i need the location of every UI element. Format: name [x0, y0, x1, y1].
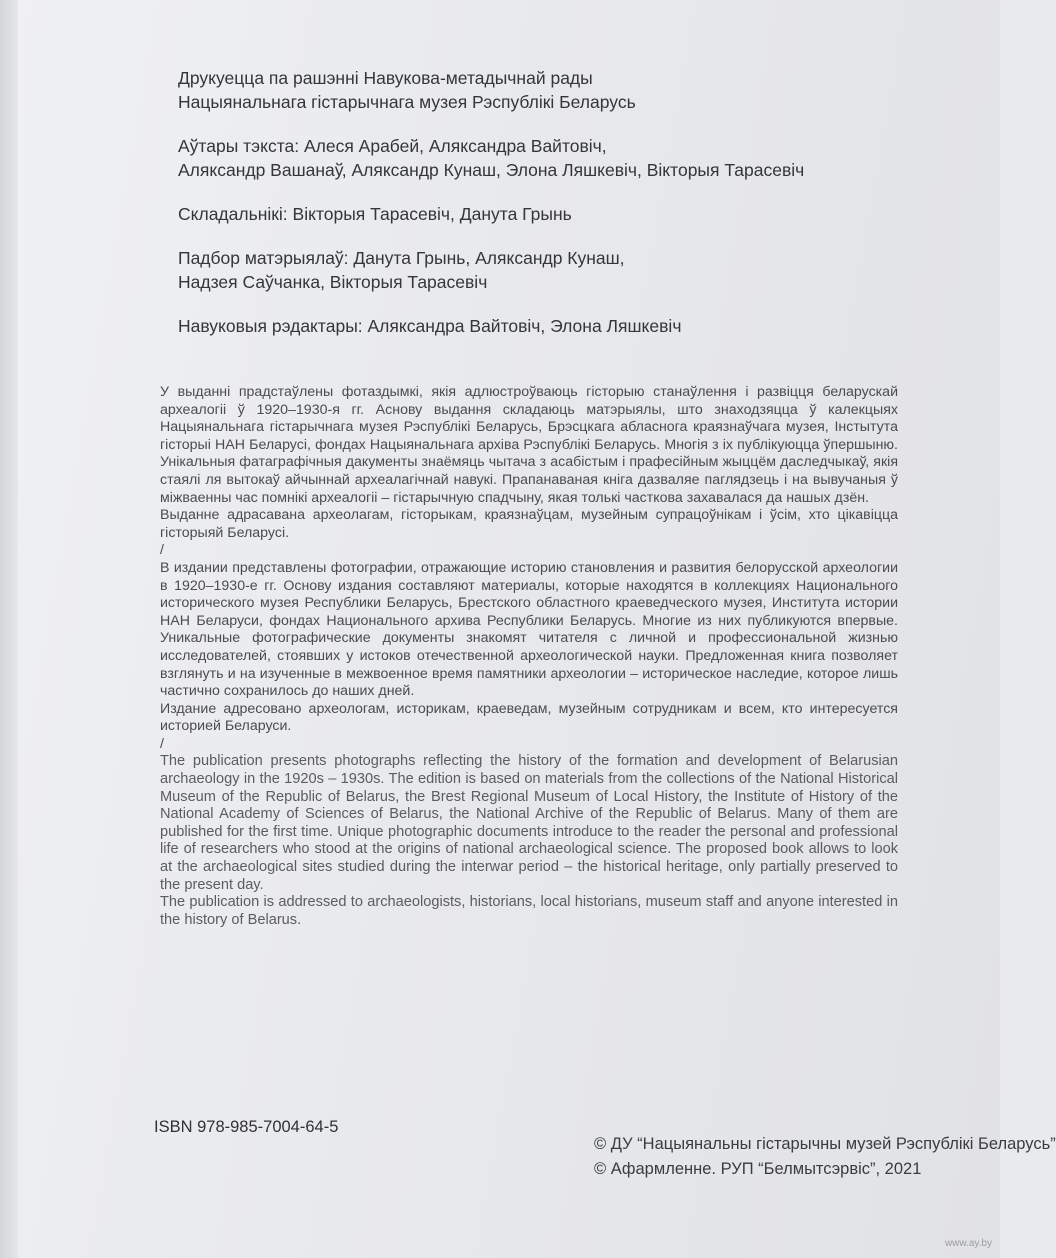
editors-line-1: Навуковыя рэдактары: Аляксандра Вайтовіч, Элона Ляшкевіч	[178, 316, 682, 336]
credits-section	[178, 66, 938, 358]
authors-block	[178, 134, 938, 182]
page-edge	[0, 0, 18, 1258]
editors-block	[178, 314, 938, 338]
annotation-ru-audience: Издание адресовано археологам, историкам, краеведам, музейным сотрудникам и всем, кто интересуется историей Беларуси.	[160, 700, 898, 735]
authors-line-2: Аляксандр Вашанаў, Аляксандр Кунаш, Элона Ляшкевіч, Вікторыя Тарасевіч	[178, 160, 805, 180]
annotation-be-main: У выданні прадстаўлены фотаздымкі, якія адлюстроўваюць гісторыю станаўлення і развіцця беларускай археалогіі ў 1920–1930-я гг. Аснову выдання складаюць матэрыялы, што знаходзяцца ў калекцыях Нацыянальнага гістарычнага музея Рэспублікі Беларусь, Брэсцкага абласнога краязнаўчага музея, Інстытута гісторыі НАН Беларусі, фондах Нацыянальнага архіва Рэспублікі Беларусь. Многія з іх публікуюцца ўпершыню. Унікальныя фатаграфічныя дакументы знаёмяць чытача з асабістым і прафесійным жыццём даследчыкаў, якія стаялі ля вытокаў айчыннай археалагічнай навукі. Прапанаваная кніга дазваляе паглядзець і на вывучаныя ў міжваенны час помнікі археалогіі – гістарычную спадчыну, якая толькі часткова захавалася да нашых дзён.	[160, 384, 898, 506]
materials-block	[178, 246, 938, 294]
materials-line-2: Надзея Саўчанка, Вікторыя Тарасевіч	[178, 272, 488, 292]
annotation-be-audience: Выданне адрасавана археолагам, гісторыкам, краязнаўцам, музейным супрацоўнікам і ўсім, хто цікавіцца гісторыяй Беларусі.	[160, 507, 898, 541]
compilers-block	[178, 202, 938, 226]
language-separator: /	[160, 542, 164, 559]
annotation-ru-main: В издании представлены фотографии, отражающие историю становления и развития белорусской археологии в 1920–1930-е гг. Основу издания составляют материалы, которые находятся в коллекциях Национального исторического музея Республики Беларусь, Брестского областного краеведческого музея, Института истории НАН Беларуси, фондах Национального архива Республики Беларусь. Многие из них публикуются впервые. Уникальные фотографические документы знакомят читателя с личной и профессиональной жизнью исследователей, стоявших у истоков отечественной археологической науки. Предложенная книга позволяет взглянуть и на изученные в межвоенное время памятники археологии – историческое наследие, которое лишь частично сохранилось до наших дней.	[160, 559, 898, 700]
language-separator: /	[160, 735, 164, 752]
annotation-en-main: The publication presents photographs reflecting the history of the formation and development of Belarusian archaeology in the 1920s – 1930s. The edition is based on materials from the collections of the National Historical Museum of the Republic of Belarus, the Brest Regional Museum of Local History, the Institute of History of the National Academy of Sciences of Belarus, the National Archive of the Republic of Belarus. Many of them are published for the first time. Unique photographic documents introduce to the reader the personal and professional life of researchers who stood at the origins of national archaeological science. The proposed book allows to look at the archaeological sites studied during the interwar period – the historical heritage, only partially preserved to the present day.	[160, 753, 898, 893]
materials-line-1: Падбор матэрыялаў: Данута Грынь, Аляксандр Кунаш,	[178, 248, 625, 268]
annotation-en-audience: The publication is addressed to archaeologists, historians, local historians, museum staff and anyone interested in the history of Belarus.	[160, 894, 898, 928]
watermark: www.ay.by	[944, 1238, 992, 1249]
approval-block	[178, 66, 938, 114]
isbn: ISBN 978-985-7004-64-5	[154, 1118, 339, 1136]
copyright-block	[594, 1132, 1056, 1182]
annotation-section	[160, 384, 898, 929]
approval-line-2: Нацыянальнага гістарычнага музея Рэспублікі Беларусь	[178, 92, 636, 112]
authors-line-1: Аўтары тэкста: Алеся Арабей, Аляксандра Вайтовіч,	[178, 136, 607, 156]
copyright-design: © Афармленне. РУП “Белмытсэрвіс”, 2021	[594, 1160, 922, 1178]
copyright-museum: © ДУ “Нацыянальны гістарычны музей Рэспублікі Беларусь”	[594, 1135, 1056, 1153]
approval-line-1: Друкуецца па рашэнні Навукова-метадычнай рады	[178, 68, 593, 88]
compilers-line-1: Складальнікі: Вікторыя Тарасевіч, Данута Грынь	[178, 204, 572, 224]
